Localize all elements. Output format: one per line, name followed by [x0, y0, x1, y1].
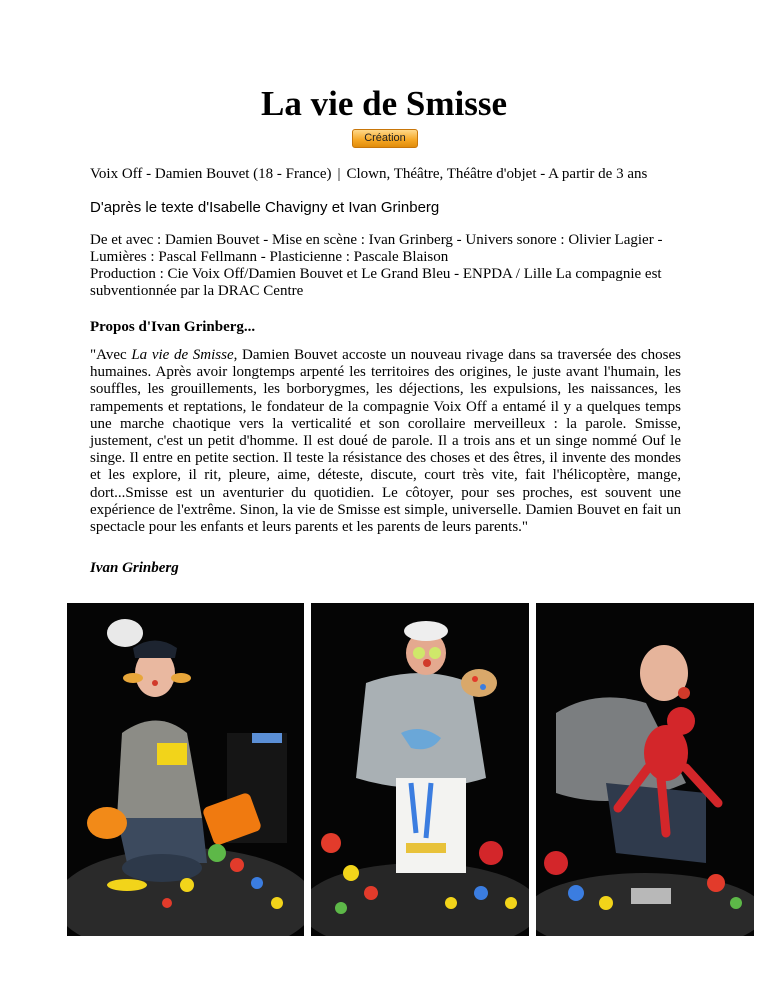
propos-heading: Propos d'Ivan Grinberg...: [90, 319, 256, 335]
credits-line: De et avec : Damien Bouvet - Mise en scène : Ivan Grinberg - Univers sonore : Olivier Lagier - Lumières : Pascal Fellmann - Plasticienne : Pascale Blaison: [90, 232, 663, 265]
photo-clown-painting: [311, 603, 529, 936]
credits-block: [90, 232, 680, 300]
source-text: D'après le texte d'Isabelle Chavigny et Ivan Grinberg: [90, 199, 440, 216]
quote-title-italic: La vie de Smisse: [131, 347, 234, 363]
photo-clown-monkey: [536, 603, 754, 936]
author-signature: Ivan Grinberg: [90, 560, 179, 576]
genres-text: Clown, Théâtre, Théâtre d'objet - A partir de 3 ans: [346, 166, 648, 182]
company-text: Voix Off - Damien Bouvet (18 - France): [90, 166, 332, 182]
quote-open: "Avec: [90, 347, 132, 363]
quote-paragraph: [90, 347, 681, 536]
page-title: La vie de Smisse: [261, 84, 507, 123]
meta-separator: |: [337, 166, 341, 182]
creation-badge: Création: [352, 129, 418, 148]
production-line: Production : Cie Voix Off/Damien Bouvet et Le Grand Bleu - ENPDA / Lille La compagnie est subventionnée par la DRAC Centre: [90, 266, 662, 299]
photo-clown-kneeling: [67, 603, 304, 936]
quote-body: , Damien Bouvet accoste un nouveau rivage dans sa traversée des choses humaines. Après avoir longtemps arpenté les territoires des origines, le juste avant l'humain, les souffles, les grouillements, les borborygmes, les déjections, les expulsions, les naissances, les rampements et reptations, le fondateur de la compagnie Voix Off a entamé il y a quelques temps une marche chaotique vers la verticalité et son corollaire merveilleux : la parole. Smisse, justement, c'est un petit d'homme. Il est doué de parole. Il a trois ans et un singe nommé Ouf le singe. Il entre en petite section. Il teste la résistance des choses et des êtres, il invente des mondes et les explore, il rit, pleure, aime, déteste, discute, court très vite, fait l'hélicoptère, mange, dort...Smisse est un aventurier du quotidien. Le côtoyer, pour ses proches, est souvent une expérience de l'extrême. Sinon, la vie de Smisse est simple, universelle. Damien Bouvet en fait un spectacle pour les enfants et leurs parents et les parents de leurs parents.": [90, 347, 681, 536]
show-meta: [90, 165, 710, 183]
